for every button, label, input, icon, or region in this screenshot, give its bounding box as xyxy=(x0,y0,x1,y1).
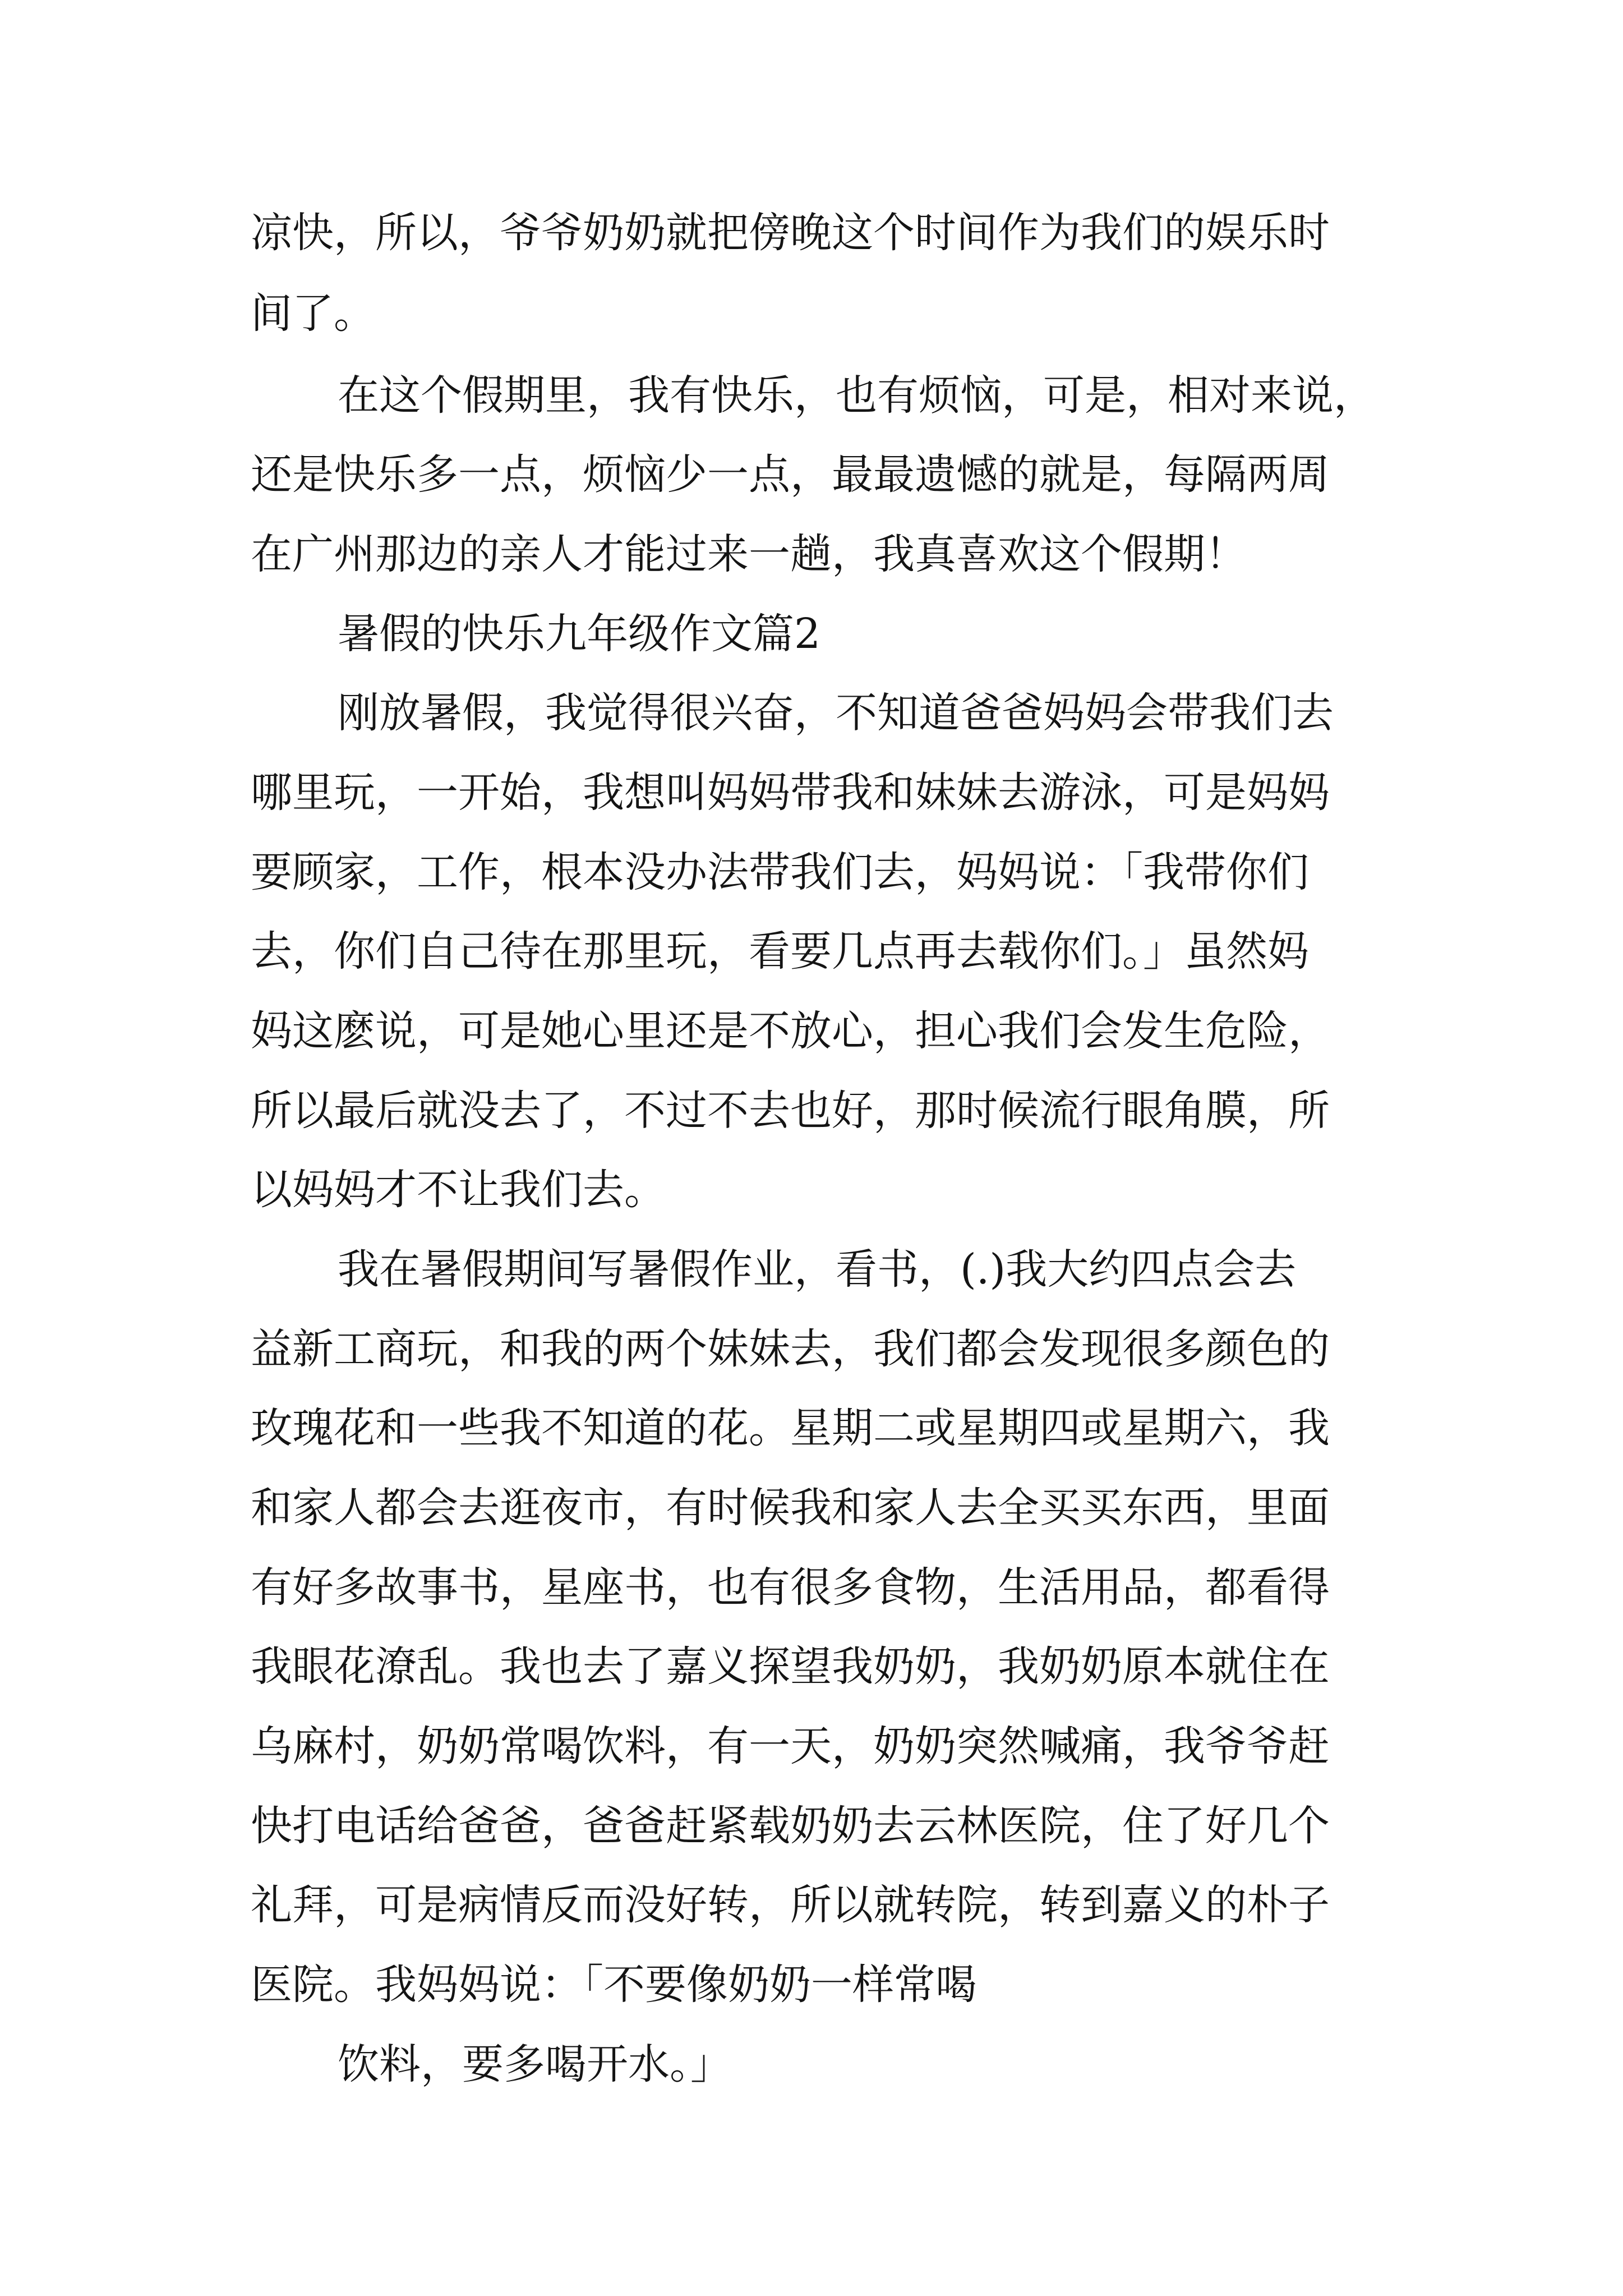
text-line: 我眼花潦乱。我也去了嘉义探望我奶奶，我奶奶原本就住在 xyxy=(251,1642,1330,1691)
text-line: 哪里玩，一开始，我想叫妈妈带我和妹妹去游泳，可是妈妈 xyxy=(251,769,1330,817)
text-line: 间了。 xyxy=(251,289,375,338)
text-line: 以妈妈才不让我们去。 xyxy=(251,1166,666,1214)
text-line: 在广州那边的亲人才能过来一趟，我真喜欢这个假期！ xyxy=(251,530,1247,578)
text-line: 我在暑假期间写暑假作业，看书，(.)我大约四点会去 xyxy=(338,1245,1297,1294)
text-line: 在这个假期里，我有快乐，也有烦恼，可是，相对来说， xyxy=(338,371,1375,420)
text-line: 玫瑰花和一些我不知道的花。星期二或星期四或星期六，我 xyxy=(251,1404,1330,1452)
text-line: 刚放暑假，我觉得很兴奋，不知道爸爸妈妈会带我们去 xyxy=(338,689,1334,737)
text-line: 要顾家，工作，根本没办法带我们去，妈妈说：「我带你们 xyxy=(251,848,1309,896)
text-line: 快打电话给爸爸，爸爸赶紧载奶奶去云林医院，住了好几个 xyxy=(251,1802,1330,1850)
text-line: 医院。我妈妈说：「不要像奶奶一样常喝 xyxy=(251,1961,977,2009)
text-line: 益新工商玩，和我的两个妹妹去，我们都会发现很多颜色的 xyxy=(251,1325,1330,1373)
text-line: 还是快乐多一点，烦恼少一点，最最遗憾的就是，每隔两周 xyxy=(251,450,1330,499)
text-line: 凉快，所以，爷爷奶奶就把傍晚这个时间作为我们的娱乐时 xyxy=(251,209,1330,257)
text-line: 去，你们自己待在那里玩，看要几点再去载你们。」虽然妈 xyxy=(251,927,1309,976)
section-title: 暑假的快乐九年级作文篇2 xyxy=(338,610,821,658)
text-line: 乌麻村，奶奶常喝饮料，有一天，奶奶突然喊痛，我爷爷赶 xyxy=(251,1722,1330,1770)
text-line: 妈这麽说，可是她心里还是不放心，担心我们会发生危险， xyxy=(251,1007,1330,1055)
text-line: 所以最后就没去了，不过不去也好，那时候流行眼角膜，所 xyxy=(251,1087,1330,1135)
text-line: 礼拜，可是病情反而没好转，所以就转院，转到嘉义的朴子 xyxy=(251,1881,1330,1929)
text-line: 和家人都会去逛夜市，有时候我和家人去全买买东西，里面 xyxy=(251,1484,1330,1532)
text-line: 饮料，要多喝开水。」 xyxy=(338,2040,732,2088)
text-line: 有好多故事书，星座书，也有很多食物，生活用品，都看得 xyxy=(251,1563,1330,1612)
